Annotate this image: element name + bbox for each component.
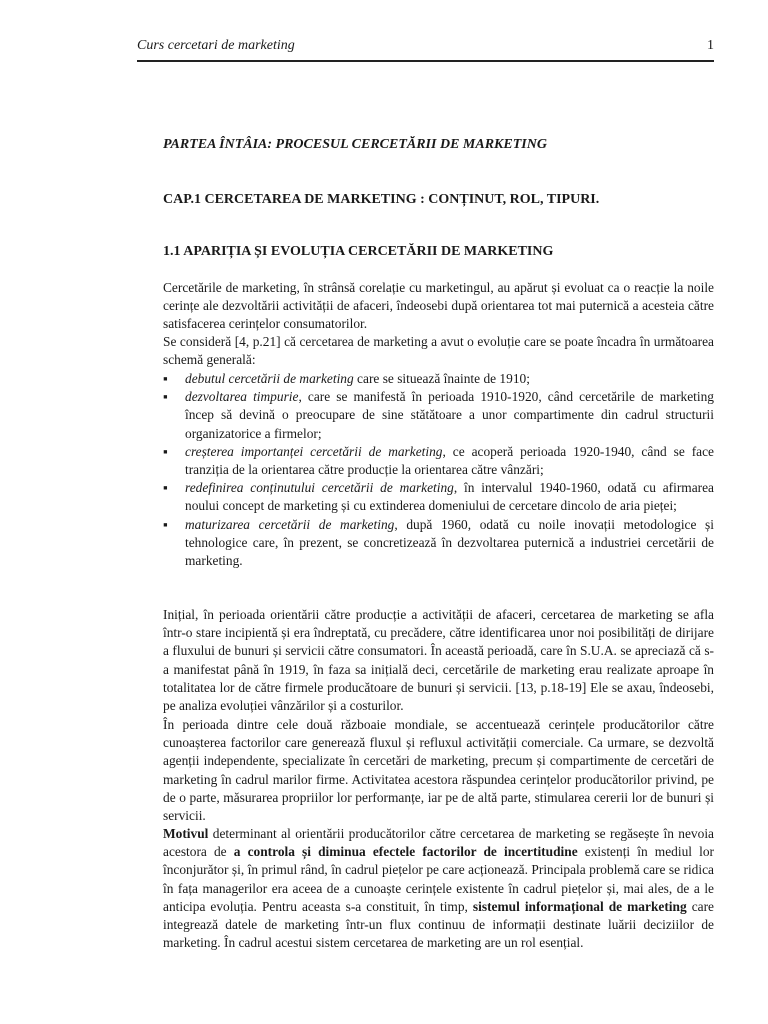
body-paragraph-3 — [163, 825, 714, 952]
list-item — [163, 388, 714, 443]
part-heading: PARTEA ÎNTÂIA: PROCESUL CERCETĂRII DE MARKETING — [163, 137, 547, 152]
course-title: Curs cercetari de marketing — [137, 38, 295, 53]
list-item-text: , după 1960, odată cu noile inovații metodologice și tehnologice care, în prezent, se concretizează în dezvoltarea puternică a industriei cercetării de marketing. — [185, 516, 714, 569]
list-item — [163, 370, 714, 388]
evolution-list — [163, 370, 714, 570]
body-paragraph-1 — [163, 606, 714, 715]
list-item-term: debutul cercetării de marketing — [185, 371, 354, 386]
bullet-icon: ▪ — [163, 371, 168, 386]
bold-phrase-sistem: sistemul informațional de marketing — [472, 898, 687, 914]
body-paragraph-2 — [163, 716, 714, 825]
page-header — [137, 38, 714, 62]
body-text-2: În perioada dintre cele două războaie mondiale, se accentuează cerințele producătorilor către cunoașterea factorilor care generează fluxul și refluxul activității comerciale. Ca urmare, se dezvoltă agenții independente, specializate în cercetări de marketing, precum și compartimente de cercetări de marketing în cadrul marilor firme. Activitatea acestora răspundea cerințelor producătorilor privind, pe de o parte, măsurarea propriilor lor performanțe, iar pe de altă parte, stimularea cererii lor de bunuri și servicii. — [163, 717, 714, 824]
list-item — [163, 443, 714, 479]
list-item — [163, 479, 714, 515]
chapter-heading: CAP.1 CERCETAREA DE MARKETING : CONȚINUT, ROL, TIPURI. — [163, 192, 600, 207]
page-number: 1 — [707, 38, 714, 53]
bold-phrase-control: a controla și diminua efectele factorilor de incertitudine — [233, 844, 578, 860]
list-item-term: dezvoltarea timpurie — [185, 389, 299, 405]
list-item-term: creșterea importanței cercetării de marketing — [185, 443, 443, 459]
list-item-text: care se situează înainte de 1910; — [353, 371, 530, 386]
list-item — [163, 516, 714, 571]
bullet-icon: ▪ — [163, 516, 168, 532]
list-item-text: , ce acoperă perioada 1920-1940, când se face tranziția de la orientarea către producție la orientarea către vânzări; — [185, 443, 714, 478]
section-heading: 1.1 APARIȚIA ȘI EVOLUȚIA CERCETĂRII DE MARKETING — [163, 244, 554, 259]
body-text-3c: care integrează datele de marketing într-un flux continuu de informații destinate luării deciziilor de marketing. În cadrul acestui sistem cercetarea de marketing are un rol esențial. — [163, 898, 715, 951]
body-text-1: Inițial, în perioada orientării către producție a activității de afaceri, cercetarea de marketing se afla într-o stare incipientă și era îndreptată, cu precădere, către identificarea unor noi posibilități de dirijare a fluxului de bunuri și servicii către consumatori. În această perioadă, care în S.U.A. se apreciază că s-a manifestat până în 1919, în faza sa inițială deci, cercetările de marketing erau realizate aproape în totalitatea lor de către firmele producătoare de bunuri și servicii. [13, p.18-19] Ele se axau, îndeosebi, pe analiza evoluției vânzărilor și a costurilor. — [163, 607, 714, 714]
intro-paragraph-1 — [163, 279, 714, 334]
intro-paragraph-2 — [163, 333, 714, 369]
list-item-term: redefinirea conținutului cercetării de marketing — [185, 480, 454, 496]
list-item-text: , care se manifestă în perioada 1910-1920, când cercetările de marketing încep să devină o preocupare de sine stătătoare a unor compartimente din cadrul structurii organizatorice a firmelor; — [185, 389, 714, 441]
bullet-icon: ▪ — [163, 480, 168, 496]
body-text-3b: existenți în mediul lor înconjurător și, în primul rând, în cadrul piețelor pe care acționează. Principala problemă care se ridica în fața managerilor era aceea de a cunoaște cerințele existente în cadrul piețelor și, mai ales, de a le anticipa evoluția. Pentru aceasta s-a constituit, în timp, — [163, 844, 714, 914]
list-item-text: , în intervalul 1940-1960, odată cu afirmarea noului concept de marketing și cu extinderea domeniului de cercetare dincolo de aria pieței; — [185, 480, 714, 514]
list-item-term: maturizarea cercetării de marketing — [185, 516, 395, 532]
bold-term-motivul: Motivul — [163, 826, 209, 841]
bullet-icon: ▪ — [163, 389, 168, 405]
bullet-icon: ▪ — [163, 443, 168, 459]
body-text-3a: determinant al orientării producătorilor către cercetarea de marketing se regăsește în nevoia acestora de — [163, 826, 714, 860]
intro-text-1: Cercetările de marketing, în strânsă corelație cu marketingul, au apărut și evoluat ca o reacție la noile cerințe ale dezvoltării activității de afaceri, îndeosebi după orientarea tot mai puternică a acesteia către satisfacerea cerințelor consumatorilor. — [163, 280, 714, 332]
intro-text-2: Se consideră [4, p.21] că cercetarea de marketing a avut o evoluție care se poate încadra în următoarea schemă generală: — [163, 334, 714, 368]
